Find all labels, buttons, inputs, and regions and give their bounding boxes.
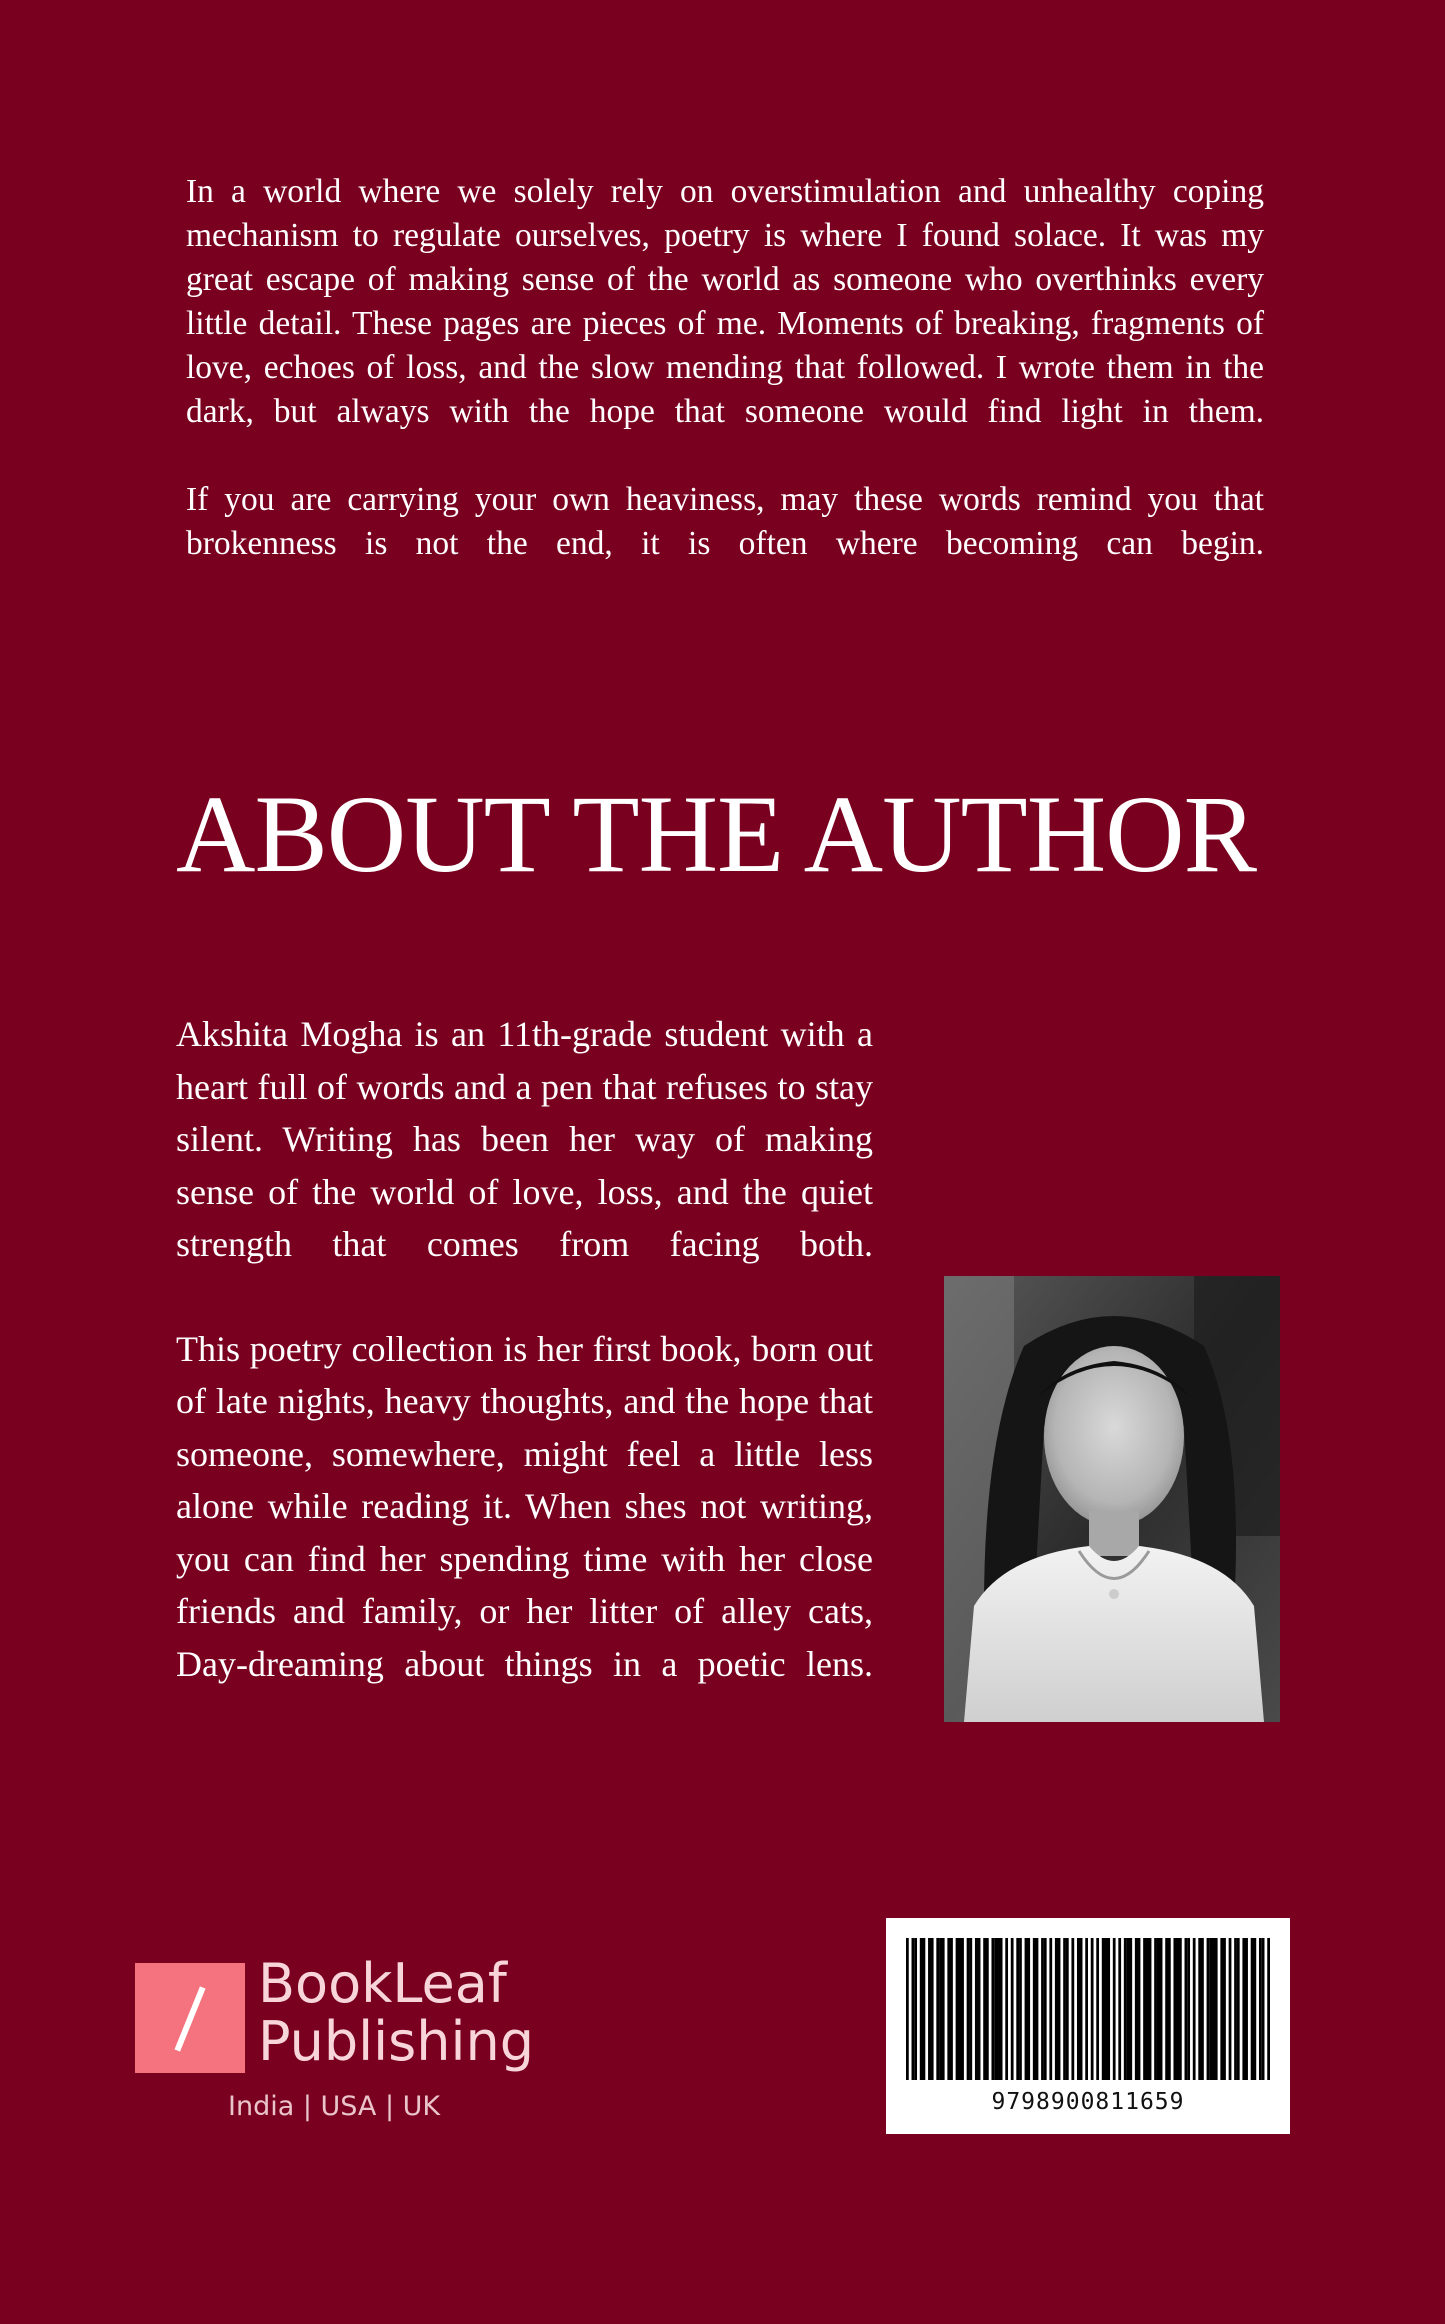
barcode-bar [1016, 1938, 1019, 2080]
slash-icon [174, 1986, 205, 2051]
barcode-bar [1085, 1938, 1088, 2080]
barcode-bar [1220, 1938, 1226, 2080]
barcode-bar [967, 1938, 970, 2080]
publisher-logo [135, 1952, 555, 2133]
barcode-bar [1173, 1938, 1181, 2080]
back-cover-blurb [186, 170, 1264, 566]
barcode-bar [969, 1938, 972, 2080]
barcode-bar [1229, 1938, 1232, 2080]
blurb-paragraph-1: In a world where we solely rely on overstimulation and unhealthy coping mechanism to regulate ourselves, poetry is where I found solace. It was my great escape of making sense of the world as someone who overthinks every little detail. These pages are pieces of me. Moments of breaking, fragments of love, echoes of loss, and the slow mending that followed. I wrote them in the dark, but always with the hope that someone would find light in them. [186, 173, 1264, 430]
barcode-bar [1237, 1938, 1240, 2080]
barcode-bar [947, 1938, 953, 2080]
barcode-bar [1071, 1938, 1074, 2080]
barcode-bar [920, 1938, 926, 2080]
barcode-bar [1242, 1938, 1248, 2080]
barcode-bar [1063, 1938, 1066, 2080]
publisher-regions: India | USA | UK [228, 2091, 441, 2122]
publisher-name-line-2: Publishing [258, 2010, 534, 2073]
barcode-bar [1143, 1938, 1151, 2080]
barcode-bar [1113, 1938, 1116, 2080]
barcode-bar [994, 1938, 1002, 2080]
about-the-author-heading: ABOUT THE AUTHOR [176, 773, 1256, 895]
barcode-bar [1044, 1938, 1047, 2080]
author-portrait-image [944, 1276, 1280, 1722]
barcode-bar [1011, 1938, 1014, 2080]
barcode-bar [912, 1938, 915, 2080]
barcode-bar [1193, 1938, 1196, 2080]
barcode-bar [1041, 1938, 1044, 2080]
barcode-bar [1185, 1938, 1188, 2080]
barcode-bar [1066, 1938, 1069, 2080]
barcode-bars [906, 1938, 1270, 2080]
author-photo [944, 1276, 1280, 1722]
barcode-bar [1234, 1938, 1237, 2080]
barcode-bar [1267, 1938, 1270, 2080]
isbn-barcode [886, 1918, 1290, 2134]
barcode-bar [1102, 1938, 1110, 2080]
bio-paragraph-2: This poetry collection is her first book, born out of late nights, heavy thoughts, and the hope that someone, somewhere, might feel a little less alone while reading it. When shes not writing, you can find her spending time with her close friends and family, or her litter of alley cats, Day-dreaming about things in a poetic lens. [176, 1328, 873, 1684]
publisher-name-line-1: BookLeaf [258, 1952, 507, 2015]
barcode-bar [1033, 1938, 1039, 2080]
barcode-bar [1259, 1938, 1262, 2080]
barcode-bar [975, 1938, 981, 2080]
barcode-bar [1165, 1938, 1171, 2080]
barcode-bar [1127, 1938, 1133, 2080]
barcode-bar [1124, 1938, 1127, 2080]
barcode-bar [1157, 1938, 1163, 2080]
barcode-bar [991, 1938, 994, 2080]
barcode-bar [1077, 1938, 1083, 2080]
barcode-icon [906, 1938, 1270, 2080]
barcode-bar [1262, 1938, 1265, 2080]
blurb-paragraph-2: If you are carrying your own heaviness, may these words remind you that brokenness is not the end, it is often where becoming can begin. [186, 481, 1264, 562]
barcode-bar [936, 1938, 939, 2080]
barcode-bar [1209, 1938, 1217, 2080]
barcode-bar [914, 1938, 917, 2080]
barcode-bar [1118, 1938, 1121, 2080]
barcode-bar [928, 1938, 934, 2080]
author-bio [176, 1008, 873, 1690]
barcode-bar [1005, 1938, 1008, 2080]
barcode-bar [1091, 1938, 1094, 2080]
barcode-bar [906, 1938, 909, 2080]
barcode-bar [956, 1938, 964, 2080]
barcode-bar [1154, 1938, 1157, 2080]
bookleaf-mark-icon [135, 1963, 245, 2073]
barcode-bar [1187, 1938, 1190, 2080]
barcode-bar [939, 1938, 945, 2080]
barcode-bar [983, 1938, 989, 2080]
barcode-bar [1049, 1938, 1052, 2080]
barcode-bar [1025, 1938, 1031, 2080]
publisher-name [258, 1952, 534, 2073]
barcode-bar [1055, 1938, 1061, 2080]
barcode-bar [1135, 1938, 1141, 2080]
barcode-bar [1096, 1938, 1099, 2080]
bio-paragraph-1: Akshita Mogha is an 11th-grade student with a heart full of words and a pen that refuses to stay silent. Writing has been her way of making sense of the world of love, loss, and the quiet strength that comes from facing both. [176, 1014, 873, 1264]
isbn-number: 9798900811659 [991, 2089, 1185, 2115]
barcode-bar [1198, 1938, 1204, 2080]
barcode-bar [1251, 1938, 1257, 2080]
barcode-bar [1207, 1938, 1210, 2080]
barcode-bar [1019, 1938, 1022, 2080]
